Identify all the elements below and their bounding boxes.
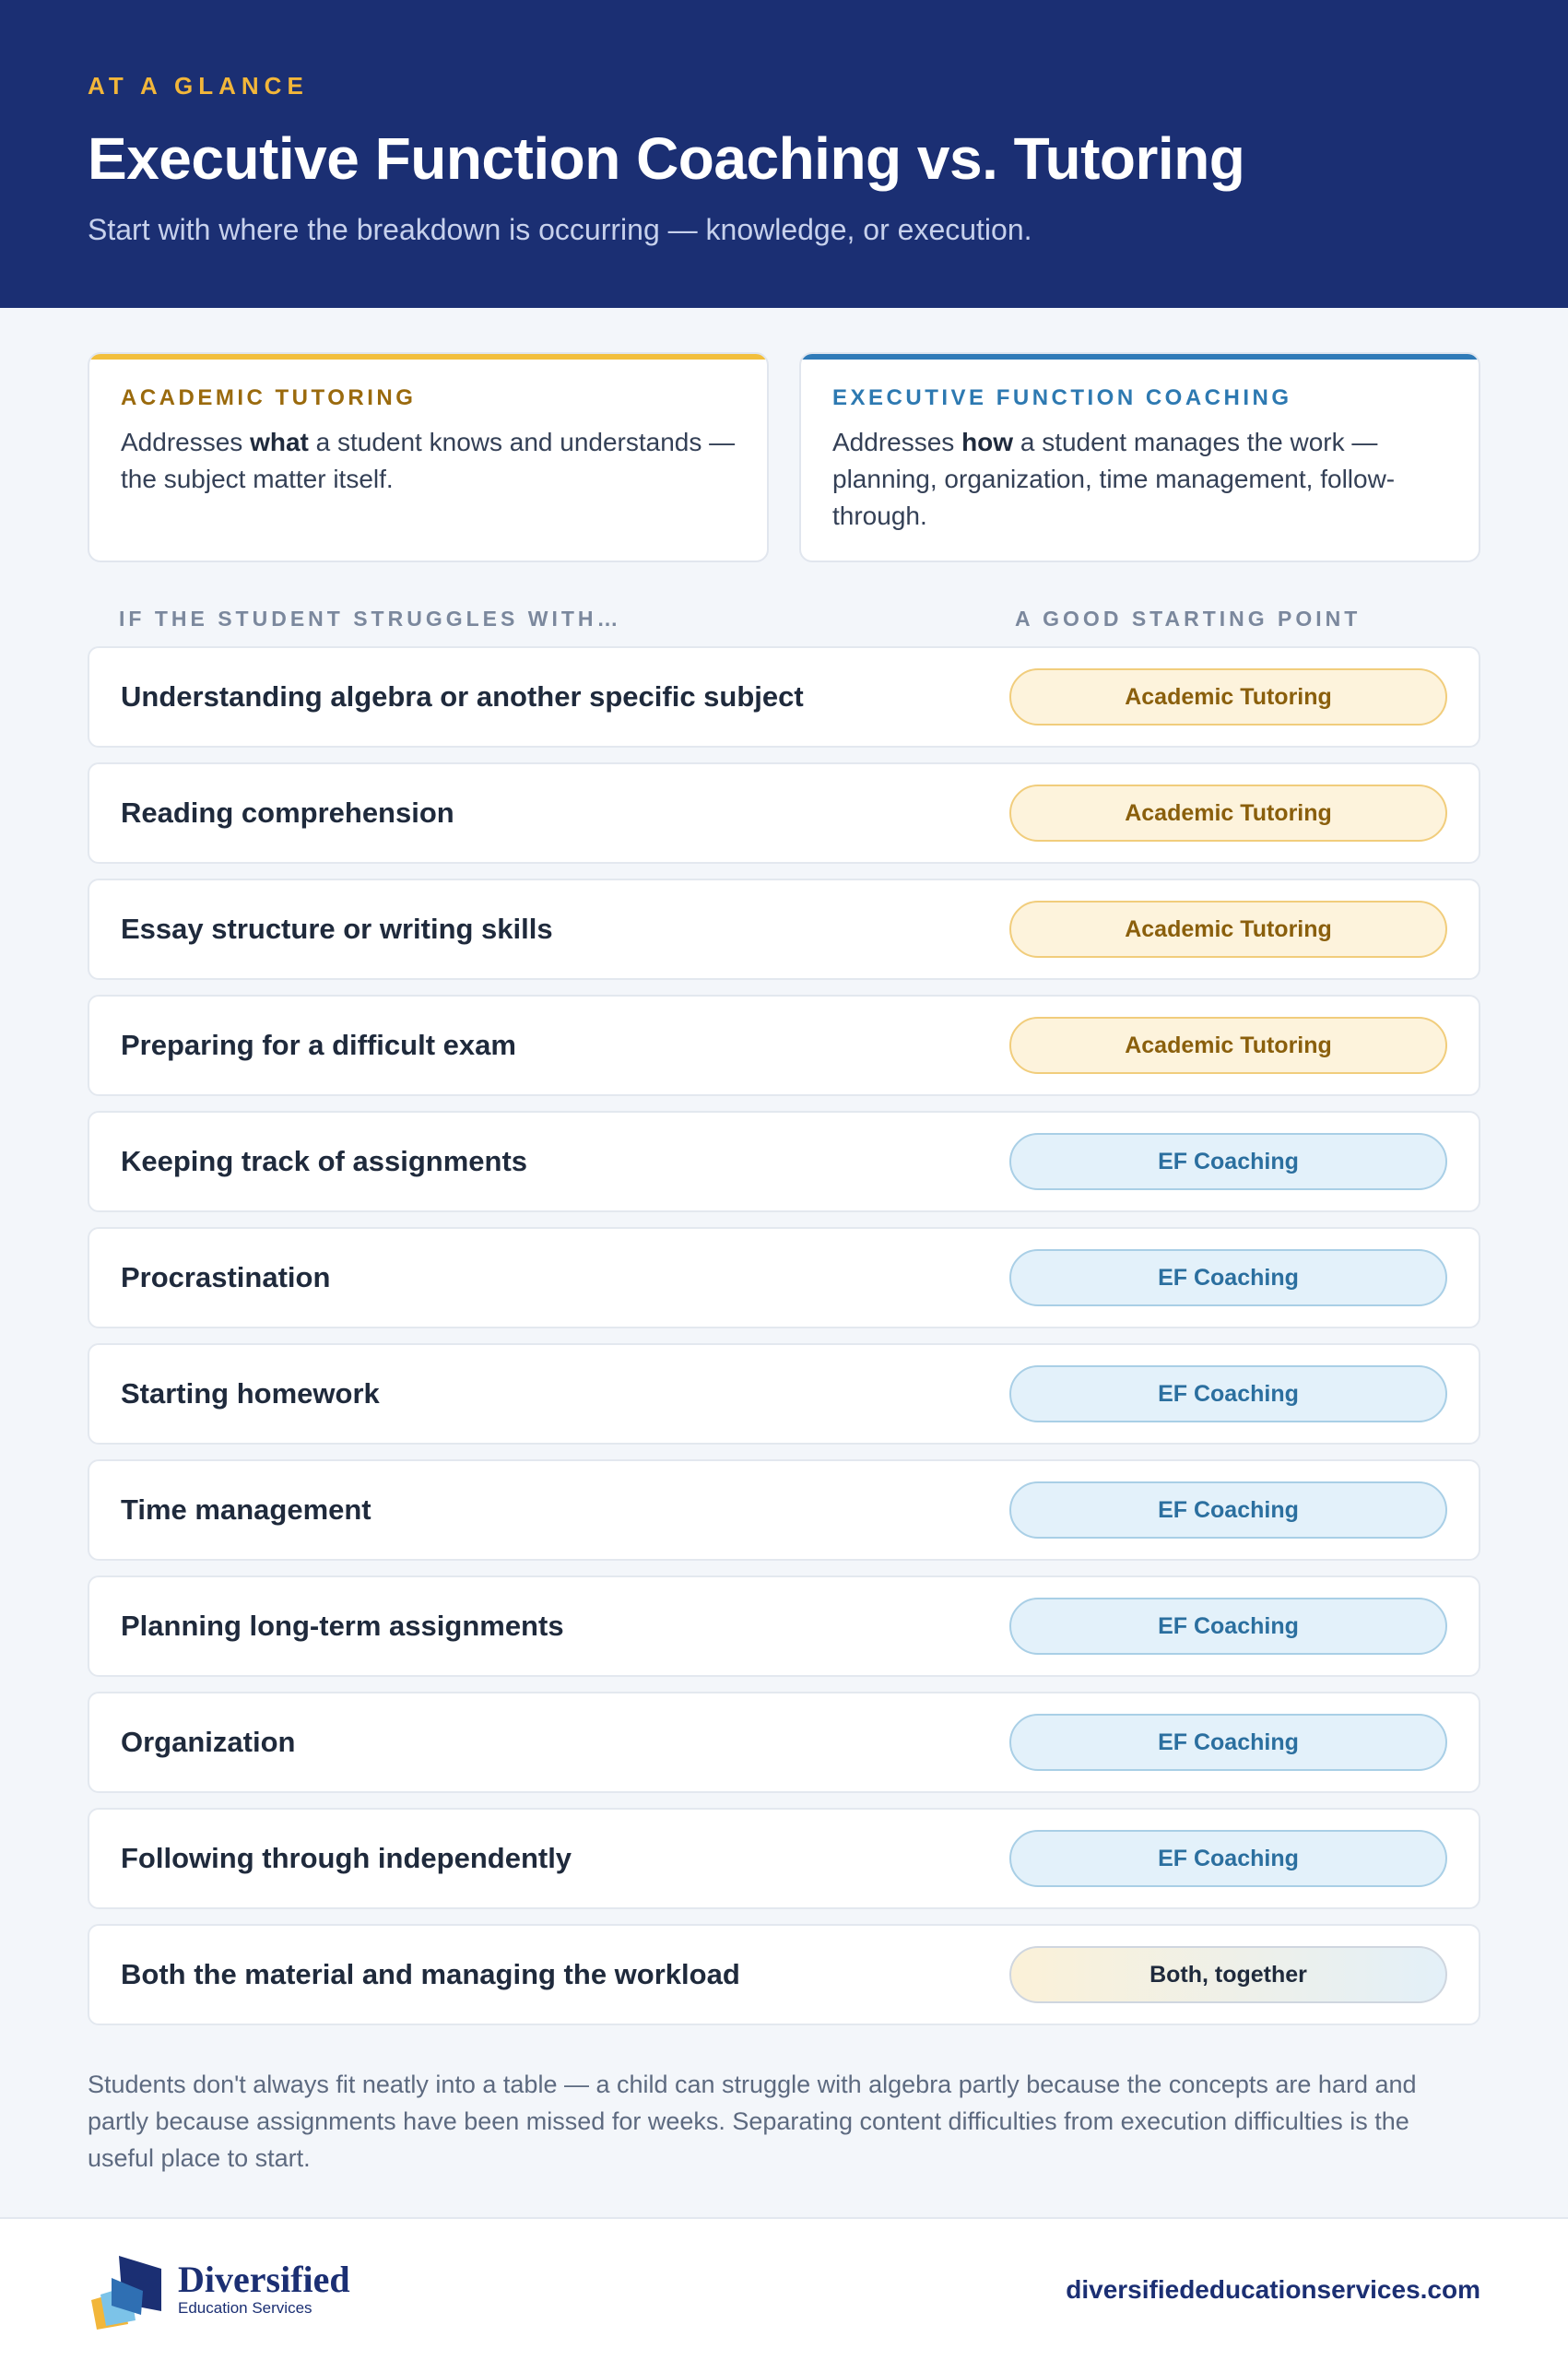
row-label: Organization <box>121 1726 296 1758</box>
table-row <box>88 1575 1480 1677</box>
row-label: Preparing for a difficult exam <box>121 1029 516 1061</box>
starting-point-badge: Academic Tutoring <box>1009 785 1447 842</box>
row-label: Planning long-term assignments <box>121 1610 564 1642</box>
desc-text: Addresses <box>121 428 251 456</box>
row-label: Essay structure or writing skills <box>121 913 553 945</box>
table-row <box>88 1459 1480 1561</box>
starting-point-badge: EF Coaching <box>1009 1133 1447 1190</box>
table-row <box>88 1808 1480 1909</box>
footer <box>0 2217 1568 2360</box>
table-row <box>88 1227 1480 1328</box>
table-row <box>88 1111 1480 1212</box>
table-row <box>88 646 1480 748</box>
table-header <box>88 607 1480 631</box>
row-label: Procrastination <box>121 1261 331 1293</box>
column-header-starting-point: A GOOD STARTING POINT <box>1015 607 1362 631</box>
logo-book-icon <box>88 2250 172 2330</box>
table-row <box>88 1692 1480 1793</box>
table-row <box>88 879 1480 980</box>
row-label: Both the material and managing the workload <box>121 1958 740 1990</box>
starting-point-badge: EF Coaching <box>1009 1249 1447 1306</box>
logo-tagline: Education Services <box>178 2298 312 2317</box>
desc-text: a student knows and understands — the subject matter itself. <box>121 428 736 493</box>
card-description <box>121 424 736 498</box>
header <box>0 0 1568 308</box>
page-title: Executive Function Coaching vs. Tutoring <box>88 125 1245 192</box>
table-row <box>88 1924 1480 2025</box>
table-row <box>88 762 1480 864</box>
row-label: Keeping track of assignments <box>121 1145 528 1177</box>
row-label: Following through independently <box>121 1842 572 1874</box>
eyebrow: AT A GLANCE <box>88 72 309 100</box>
comparison-table <box>88 646 1480 2025</box>
starting-point-badge: Academic Tutoring <box>1009 668 1447 726</box>
row-label: Time management <box>121 1493 371 1526</box>
card-academic-tutoring <box>88 352 769 562</box>
desc-text: Addresses <box>832 428 962 456</box>
logo <box>88 2250 350 2330</box>
logo-name: Diversified <box>178 2258 350 2300</box>
starting-point-badge: Both, together <box>1009 1946 1447 2003</box>
starting-point-badge: EF Coaching <box>1009 1598 1447 1655</box>
card-ef-coaching <box>799 352 1480 562</box>
starting-point-badge: Academic Tutoring <box>1009 901 1447 958</box>
card-title: ACADEMIC TUTORING <box>121 385 417 410</box>
column-header-struggles: IF THE STUDENT STRUGGLES WITH… <box>119 607 622 631</box>
starting-point-badge: EF Coaching <box>1009 1830 1447 1887</box>
starting-point-badge: EF Coaching <box>1009 1481 1447 1539</box>
starting-point-badge: EF Coaching <box>1009 1714 1447 1771</box>
desc-emphasis: how <box>961 428 1014 456</box>
website-link[interactable]: diversifiededucationservices.com <box>1066 2274 1480 2304</box>
definition-cards <box>88 352 1480 562</box>
starting-point-badge: EF Coaching <box>1009 1365 1447 1422</box>
main-content <box>0 308 1568 2177</box>
card-title: EXECUTIVE FUNCTION COACHING <box>832 385 1292 410</box>
row-label: Understanding algebra or another specific subject <box>121 680 804 713</box>
table-row <box>88 1343 1480 1445</box>
desc-emphasis: what <box>250 428 309 456</box>
footnote: Students don't always fit neatly into a table — a child can struggle with algebra partly because the concepts are hard and partly because assignments have been missed for weeks. Separating content difficulties from execution difficulties is the useful place to start. <box>88 2071 1417 2172</box>
table-row <box>88 995 1480 1096</box>
page-subtitle: Start with where the breakdown is occurring — knowledge, or execution. <box>88 213 1032 246</box>
desc-text: a student manages the work — planning, organization, time management, follow-through. <box>832 428 1396 530</box>
starting-point-badge: Academic Tutoring <box>1009 1017 1447 1074</box>
row-label: Starting homework <box>121 1377 380 1410</box>
card-description <box>832 424 1447 535</box>
row-label: Reading comprehension <box>121 796 454 829</box>
